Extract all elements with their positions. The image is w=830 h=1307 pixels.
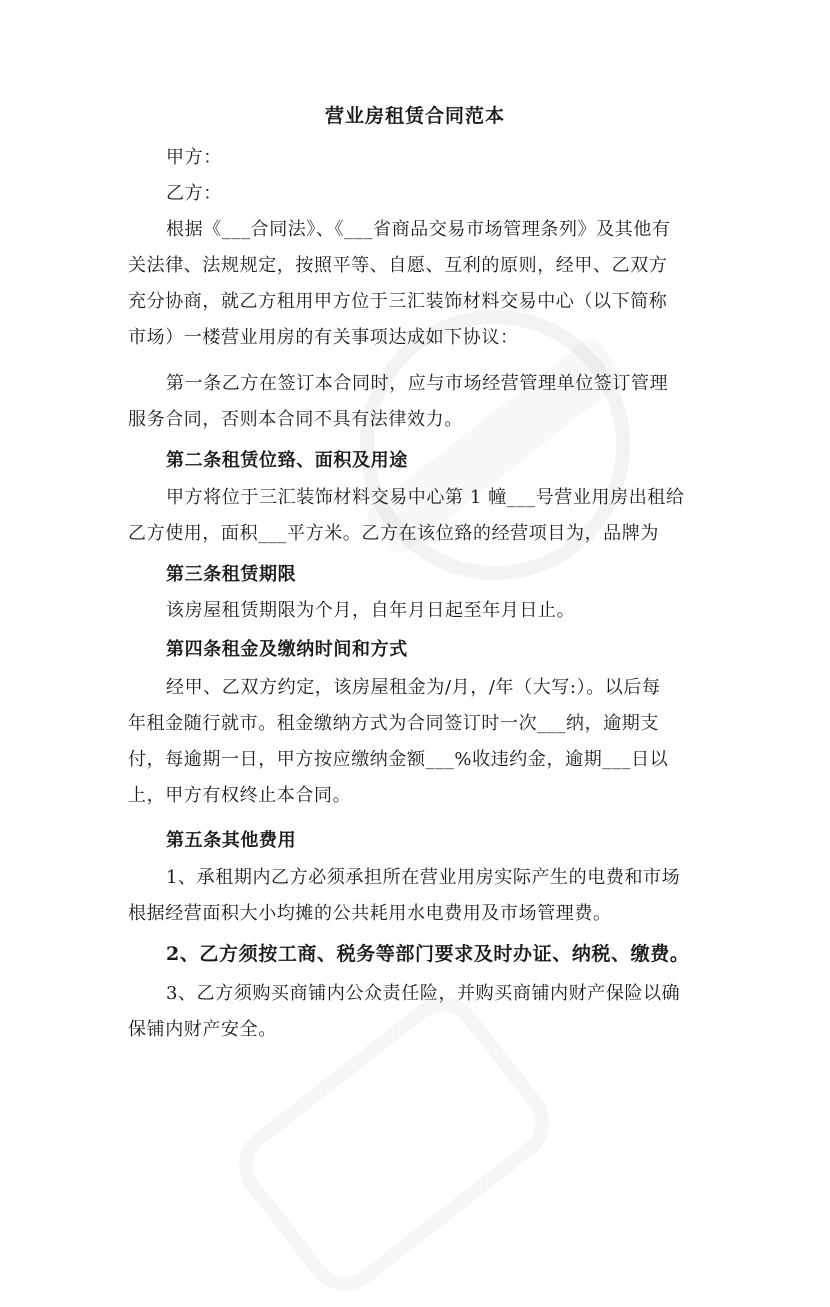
article-2-heading: 第二条租赁位臵、面积及用途 bbox=[166, 450, 408, 471]
article-5-item-2 bbox=[128, 936, 718, 972]
article-2-paragraph bbox=[128, 480, 718, 552]
article-5-item-2-line: 2、乙方须按工商、税务等部门要求及时办证、纳税、缴费。 bbox=[166, 943, 690, 965]
article-4-line: 付，每逾期一日，甲方按应缴纳金额___%收违约金，逾期___日以 bbox=[128, 749, 669, 770]
article-5-item-1 bbox=[128, 860, 718, 932]
preamble-line: 关法律、法规规定，按照平等、自愿、互利的原则，经甲、乙双方 bbox=[128, 255, 668, 276]
document-title: 营业房租赁合同范本 bbox=[324, 105, 505, 127]
preamble-line: 市场）一楼营业用房的有关事项达成如下协议： bbox=[128, 327, 519, 348]
party-a-line bbox=[128, 140, 718, 176]
preamble-line: 充分协商，就乙方租用甲方位于三汇装饰材料交易中心（以下简称 bbox=[128, 291, 668, 312]
preamble-line: 根据《___合同法》、《___省商品交易市场管理条列》及其他有 bbox=[166, 219, 671, 240]
article-5-item-1-line: 1、承租期内乙方必须承担所在营业用房实际产生的电费和市场 bbox=[166, 867, 681, 888]
article-5-heading: 第五条其他费用 bbox=[166, 830, 297, 851]
article-5-item-3-line: 3、乙方须购买商铺内公众责任险，并购买商铺内财产保险以确 bbox=[166, 983, 681, 1004]
article-3-heading-line bbox=[128, 557, 718, 593]
article-4-heading-line bbox=[128, 632, 718, 668]
party-a-label: 甲方： bbox=[166, 147, 222, 168]
article-4-line: 上，甲方有权终止本合同。 bbox=[128, 785, 352, 806]
article-4-line: 经甲、乙双方约定，该房屋租金为/月，/年（大写:）。以后每 bbox=[166, 677, 661, 698]
article-4-line: 年租金随行就市。租金缴纳方式为合同签订时一次___纳，逾期支 bbox=[128, 713, 659, 734]
article-1-line: 第一条乙方在签订本合同时，应与市场经营管理单位签订管理 bbox=[166, 373, 669, 394]
article-1-paragraph bbox=[128, 366, 718, 438]
article-5-item-3-line: 保铺内财产安全。 bbox=[128, 1019, 277, 1040]
article-5-item-3 bbox=[128, 976, 718, 1048]
article-4-paragraph bbox=[128, 670, 718, 814]
article-2-heading-line bbox=[128, 443, 718, 479]
article-2-line: 甲方将位于三汇装饰材料交易中心第 1 幢___号营业用房出租给 bbox=[166, 487, 685, 508]
article-3-heading: 第三条租赁期限 bbox=[166, 564, 297, 585]
article-5-heading-line bbox=[128, 823, 718, 859]
article-1-line: 服务合同，否则本合同不具有法律效力。 bbox=[128, 409, 463, 430]
article-5-item-1-line: 根据经营面积大小均摊的公共耗用水电费用及市场管理费。 bbox=[128, 903, 612, 924]
party-b-line bbox=[128, 176, 718, 212]
article-3-line: 该房屋租赁期限为个月，自年月日起至年月日止。 bbox=[166, 600, 576, 621]
preamble-paragraph bbox=[128, 212, 718, 356]
article-3-paragraph bbox=[128, 593, 718, 629]
article-2-line: 乙方使用，面积___平方米。乙方在该位臵的经营项目为，品牌为 bbox=[128, 523, 659, 544]
article-4-heading: 第四条租金及缴纳时间和方式 bbox=[166, 639, 408, 660]
party-b-label: 乙方： bbox=[166, 183, 222, 204]
